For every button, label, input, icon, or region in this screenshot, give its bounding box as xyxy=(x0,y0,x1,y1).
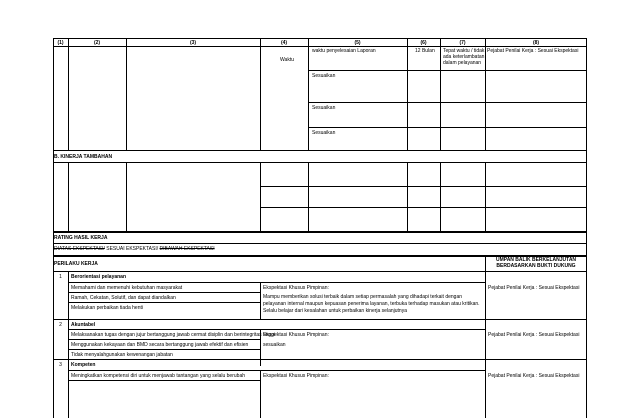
column-divider xyxy=(485,162,486,232)
row-divider xyxy=(68,292,260,293)
column-header-8: (8) xyxy=(532,40,540,46)
rating-heading: RATING HASIL KERJA xyxy=(54,235,108,241)
additional-performance-heading: B. KINERJA TAMBAHAN xyxy=(54,154,113,160)
column-header-7: (7) xyxy=(459,40,466,46)
column-divider xyxy=(126,162,127,232)
behavior-item: Memahami dan memenuhi kebutuhan masyarakat xyxy=(71,285,183,291)
column-divider xyxy=(308,38,309,150)
column-divider xyxy=(260,370,261,418)
rating-option-above: DIATAS EKSPEKTASI/ xyxy=(54,246,105,252)
expectation-label: Ekspektasi Khusus Pimpinan: xyxy=(263,332,329,338)
row-divider xyxy=(260,207,587,208)
feedback-text: Pejabat Penilai Kerja : Sesuai Ekspektasi xyxy=(488,373,580,379)
behavior-item: Melaksanakan tugas dengan jujur bertanggung jawab cermat disiplin dan berintegritas tinggi xyxy=(71,332,276,338)
rating-options xyxy=(54,246,215,252)
column-divider xyxy=(260,282,261,319)
row-divider xyxy=(53,150,587,151)
row-divider xyxy=(68,339,260,340)
column-header-2: (2) xyxy=(93,40,101,46)
row-divider xyxy=(68,302,260,303)
column-divider xyxy=(407,162,408,232)
row-divider xyxy=(68,349,260,350)
group-number: 2 xyxy=(59,322,62,328)
column-divider xyxy=(68,38,69,150)
column-divider xyxy=(407,38,408,150)
expectation-label: Ekspektasi Khusus Pimpinan: xyxy=(263,373,329,379)
rating-option-meets: SESUAI EKSPEKTASI/ xyxy=(106,246,159,252)
aspect-label: Waktu xyxy=(280,57,294,63)
column-divider xyxy=(440,162,441,232)
rating-option-below: DIBAWAH EKSPEKTASI xyxy=(159,246,215,252)
column-divider xyxy=(485,256,486,418)
behavior-item: Meningkatkan kompetensi diri untuk menjawab tantangan yang selalu berubah xyxy=(71,373,246,379)
feedback-header: UMPAN BALIK BERKELANJUTAN BERDASARKAN BUKTI DUKUNG xyxy=(495,257,577,269)
column-divider xyxy=(260,38,261,150)
column-divider xyxy=(485,38,486,150)
row-divider xyxy=(260,186,587,187)
column-divider xyxy=(68,162,69,232)
expectation-text: Mampu memberikan solusi terbaik dalam setiap permasalah yang dihadapi terkait dengan pelayanan internal maupun kepuasan penerima layanan, terbuka terhadap masukan atau kritikan. Selalu belajar dari kesalahan untuk perbaikan kinerja selanjutnya xyxy=(263,294,480,314)
column-divider xyxy=(126,38,127,150)
adjust-text: Sesuaikan xyxy=(312,73,336,79)
row-divider xyxy=(53,243,587,244)
row-divider xyxy=(53,319,587,320)
column-divider xyxy=(68,271,69,418)
expectation-text: sesuaikan xyxy=(263,342,286,348)
feedback-text: Pejabat Penilai Kerja : Sesuai Ekspektasi xyxy=(488,332,580,338)
row-divider xyxy=(53,46,587,47)
group-number: 3 xyxy=(59,362,62,368)
perspective-text: Tepat waktu / tidak ada keterlambatan dalam pelayanan xyxy=(443,48,485,66)
group-name: Kompeten xyxy=(71,362,96,368)
row-divider xyxy=(53,162,587,163)
row-divider xyxy=(53,271,587,272)
adjust-text: Sesuaikan xyxy=(312,105,336,111)
feedback-text: Pejabat Penilai Kerja : Sesuai Ekspektasi xyxy=(488,285,580,291)
behavior-item: Ramah, Cekatan, Solutif, dan dapat diandalkan xyxy=(71,295,176,301)
feedback-text: Pejabat Penilai Kerja : Sesuai Ekspektasi xyxy=(487,48,579,54)
behavior-heading: PERILAKU KERJA xyxy=(54,261,98,267)
expectation-label: Ekspektasi Khusus Pimpinan: xyxy=(263,285,329,291)
column-header-5: (5) xyxy=(354,40,361,46)
column-header-4: (4) xyxy=(280,40,288,46)
group-name: Akuntabel xyxy=(71,322,96,328)
behavior-item: Menggunakan kekayaan dan BMD secara bertanggung jawab efektif dan efisien xyxy=(71,342,249,348)
row-divider xyxy=(68,380,260,381)
row-divider xyxy=(68,329,485,330)
row-divider xyxy=(308,127,587,128)
indicator-text: waktu penyelesaian Laporan xyxy=(312,48,376,54)
behavior-item: Tidak menyalahgunakan kewenangan jabatan xyxy=(71,352,173,358)
column-divider xyxy=(308,162,309,232)
column-divider xyxy=(440,38,441,150)
row-divider xyxy=(308,102,587,103)
behavior-item: Melakukan perbaikan tiada henti xyxy=(71,305,143,311)
rating-table xyxy=(53,232,587,256)
row-divider xyxy=(308,70,587,71)
group-name: Berorientasi pelayanan xyxy=(71,274,127,280)
row-divider xyxy=(68,282,485,283)
column-divider xyxy=(260,162,261,232)
column-header-1: (1) xyxy=(57,40,64,46)
row-divider xyxy=(53,359,587,360)
column-header-6: (6) xyxy=(420,40,427,46)
column-header-3: (3) xyxy=(189,40,197,46)
target-text: 12 Bulan xyxy=(415,48,435,54)
adjust-text: Sesuaikan xyxy=(312,130,336,136)
group-number: 1 xyxy=(59,274,62,280)
row-divider xyxy=(68,370,485,371)
